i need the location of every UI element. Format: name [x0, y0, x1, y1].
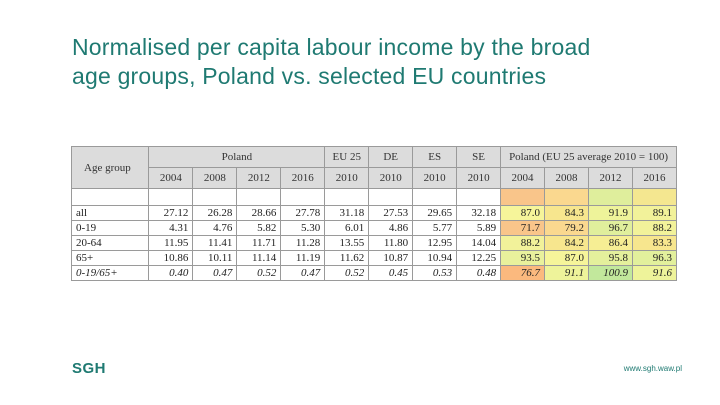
data-cell: 10.87	[369, 251, 413, 266]
year-header: 2008	[193, 168, 237, 189]
data-cell: 93.5	[501, 251, 545, 266]
group-header-se: SE	[457, 147, 501, 168]
data-cell: 26.28	[193, 206, 237, 221]
data-cell: 6.01	[325, 221, 369, 236]
group-header-de: DE	[369, 147, 413, 168]
data-cell: 27.53	[369, 206, 413, 221]
data-cell: 11.62	[325, 251, 369, 266]
table-row	[72, 251, 677, 266]
data-cell: 0.47	[193, 266, 237, 281]
data-cell: 5.30	[281, 221, 325, 236]
year-header: 2016	[632, 168, 676, 189]
website-url: www.sgh.waw.pl	[623, 364, 682, 373]
spacer-cell	[193, 189, 237, 206]
row-label: all	[72, 206, 149, 221]
spacer-cell	[369, 189, 413, 206]
data-cell: 11.28	[281, 236, 325, 251]
data-cell: 76.7	[501, 266, 545, 281]
year-header: 2016	[281, 168, 325, 189]
data-cell: 14.04	[457, 236, 501, 251]
spacer-cell	[237, 189, 281, 206]
data-cell: 91.1	[545, 266, 589, 281]
data-cell: 5.82	[237, 221, 281, 236]
group-header-eu25: EU 25	[325, 147, 369, 168]
data-cell: 11.41	[193, 236, 237, 251]
title-line-1: Normalised per capita labour income by the broad	[72, 34, 591, 60]
data-cell: 0.52	[237, 266, 281, 281]
row-label: 0-19/65+	[72, 266, 149, 281]
data-cell: 0.52	[325, 266, 369, 281]
spacer-cell	[632, 189, 676, 206]
row-label: 65+	[72, 251, 149, 266]
group-header-es: ES	[413, 147, 457, 168]
slide-title	[72, 33, 692, 91]
year-header: 2012	[588, 168, 632, 189]
data-cell: 27.78	[281, 206, 325, 221]
data-cell: 88.2	[501, 236, 545, 251]
spacer-cell	[281, 189, 325, 206]
data-cell: 28.66	[237, 206, 281, 221]
row-label: 20-64	[72, 236, 149, 251]
data-cell: 71.7	[501, 221, 545, 236]
table-row	[72, 266, 677, 281]
data-cell: 100.9	[588, 266, 632, 281]
year-header: 2008	[545, 168, 589, 189]
data-cell: 13.55	[325, 236, 369, 251]
group-header-poland: Poland	[149, 147, 325, 168]
data-cell: 89.1	[632, 206, 676, 221]
table-row	[72, 206, 677, 221]
data-cell: 87.0	[545, 251, 589, 266]
data-cell: 10.94	[413, 251, 457, 266]
year-header: 2004	[501, 168, 545, 189]
spacer-cell	[545, 189, 589, 206]
data-cell: 27.12	[149, 206, 193, 221]
data-cell: 4.76	[193, 221, 237, 236]
data-cell: 84.2	[545, 236, 589, 251]
spacer-row	[72, 189, 677, 206]
data-cell: 83.3	[632, 236, 676, 251]
year-header: 2012	[237, 168, 281, 189]
spacer-cell	[72, 189, 149, 206]
labour-income-table	[71, 146, 677, 281]
data-cell: 32.18	[457, 206, 501, 221]
data-cell: 4.31	[149, 221, 193, 236]
data-cell: 86.4	[588, 236, 632, 251]
group-header-poland-index: Poland (EU 25 average 2010 = 100)	[501, 147, 677, 168]
data-cell: 0.45	[369, 266, 413, 281]
row-label: 0-19	[72, 221, 149, 236]
data-cell: 11.95	[149, 236, 193, 251]
data-cell: 5.77	[413, 221, 457, 236]
data-cell: 84.3	[545, 206, 589, 221]
table-row	[72, 221, 677, 236]
year-header: 2010	[457, 168, 501, 189]
data-cell: 29.65	[413, 206, 457, 221]
data-cell: 10.11	[193, 251, 237, 266]
data-cell: 96.7	[588, 221, 632, 236]
header-row-groups	[72, 147, 677, 168]
sgh-logo: SGH	[72, 360, 107, 377]
data-cell: 4.86	[369, 221, 413, 236]
header-row-years	[72, 168, 677, 189]
spacer-cell	[501, 189, 545, 206]
data-cell: 0.40	[149, 266, 193, 281]
data-cell: 0.47	[281, 266, 325, 281]
spacer-cell	[413, 189, 457, 206]
data-cell: 11.14	[237, 251, 281, 266]
data-cell: 91.9	[588, 206, 632, 221]
data-cell: 96.3	[632, 251, 676, 266]
data-cell: 10.86	[149, 251, 193, 266]
year-header: 2010	[369, 168, 413, 189]
data-cell: 91.6	[632, 266, 676, 281]
year-header: 2004	[149, 168, 193, 189]
spacer-cell	[457, 189, 501, 206]
data-cell: 12.95	[413, 236, 457, 251]
spacer-cell	[149, 189, 193, 206]
year-header: 2010	[413, 168, 457, 189]
title-line-2: age groups, Poland vs. selected EU countries	[72, 63, 547, 89]
year-header: 2010	[325, 168, 369, 189]
spacer-cell	[588, 189, 632, 206]
data-cell: 0.53	[413, 266, 457, 281]
data-cell: 11.19	[281, 251, 325, 266]
table-body	[72, 189, 677, 281]
data-cell: 95.8	[588, 251, 632, 266]
data-cell: 0.48	[457, 266, 501, 281]
table-row	[72, 236, 677, 251]
data-cell: 12.25	[457, 251, 501, 266]
data-cell: 11.71	[237, 236, 281, 251]
data-cell: 31.18	[325, 206, 369, 221]
data-cell: 87.0	[501, 206, 545, 221]
age-group-header: Age group	[72, 147, 149, 189]
data-cell: 5.89	[457, 221, 501, 236]
data-cell: 11.80	[369, 236, 413, 251]
data-cell: 88.2	[632, 221, 676, 236]
data-cell: 79.2	[545, 221, 589, 236]
spacer-cell	[325, 189, 369, 206]
